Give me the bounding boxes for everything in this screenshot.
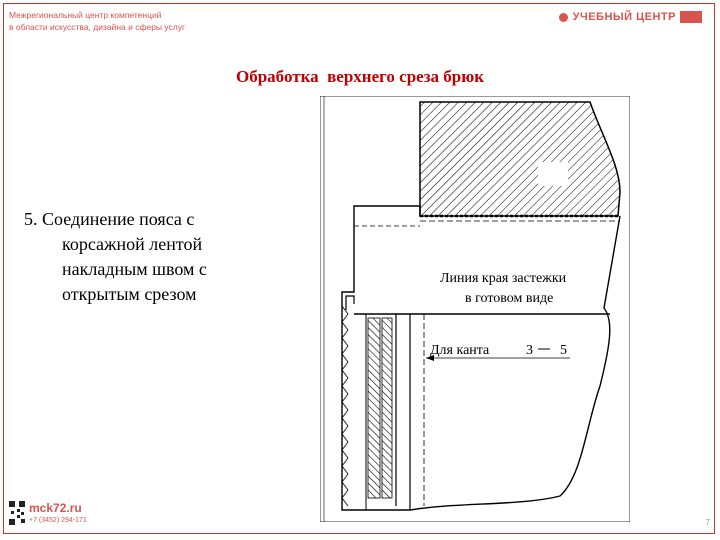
dimension-from: 3: [526, 343, 533, 358]
step-line-3: накладным швом с: [62, 259, 207, 279]
label-piping: Для канта: [430, 343, 490, 358]
brand-name: УЧЕБНЫЙ ЦЕНТР: [572, 11, 676, 23]
step-line-2: корсажной лентой: [62, 234, 203, 254]
dimension-to: 5: [560, 343, 567, 358]
brand-circle-icon: [559, 13, 568, 22]
org-line-2: в области искусства, дизайна и сферы услуг: [9, 22, 186, 32]
org-line-1: Межрегиональный центр компетенций: [9, 10, 162, 20]
waistband-hatched: [420, 102, 620, 216]
qr-code-icon[interactable]: [8, 500, 26, 526]
step-line-1: 5. Соединение пояса с: [24, 209, 195, 229]
label-edge-line-2: в готовом виде: [465, 291, 554, 306]
footer-site-link[interactable]: mck72.ru: [29, 501, 82, 515]
org-name: [9, 9, 209, 33]
step-line-4: открытым срезом: [62, 284, 197, 304]
hatched-strip-1: [368, 318, 380, 498]
brand-badge-icon: [680, 11, 702, 23]
footer-phone: +7 (3452) 294-171: [29, 517, 87, 524]
slide-title: Обработка верхнего среза брюк: [236, 67, 485, 86]
step-description: [24, 207, 304, 307]
label-edge-line-1: Линия края застежки: [440, 271, 567, 286]
brand-logo[interactable]: [559, 11, 702, 23]
hatched-strip-2: [382, 318, 392, 498]
zigzag-stitch: [342, 306, 348, 506]
technical-drawing: [320, 96, 630, 522]
page-number: 7: [705, 518, 710, 527]
